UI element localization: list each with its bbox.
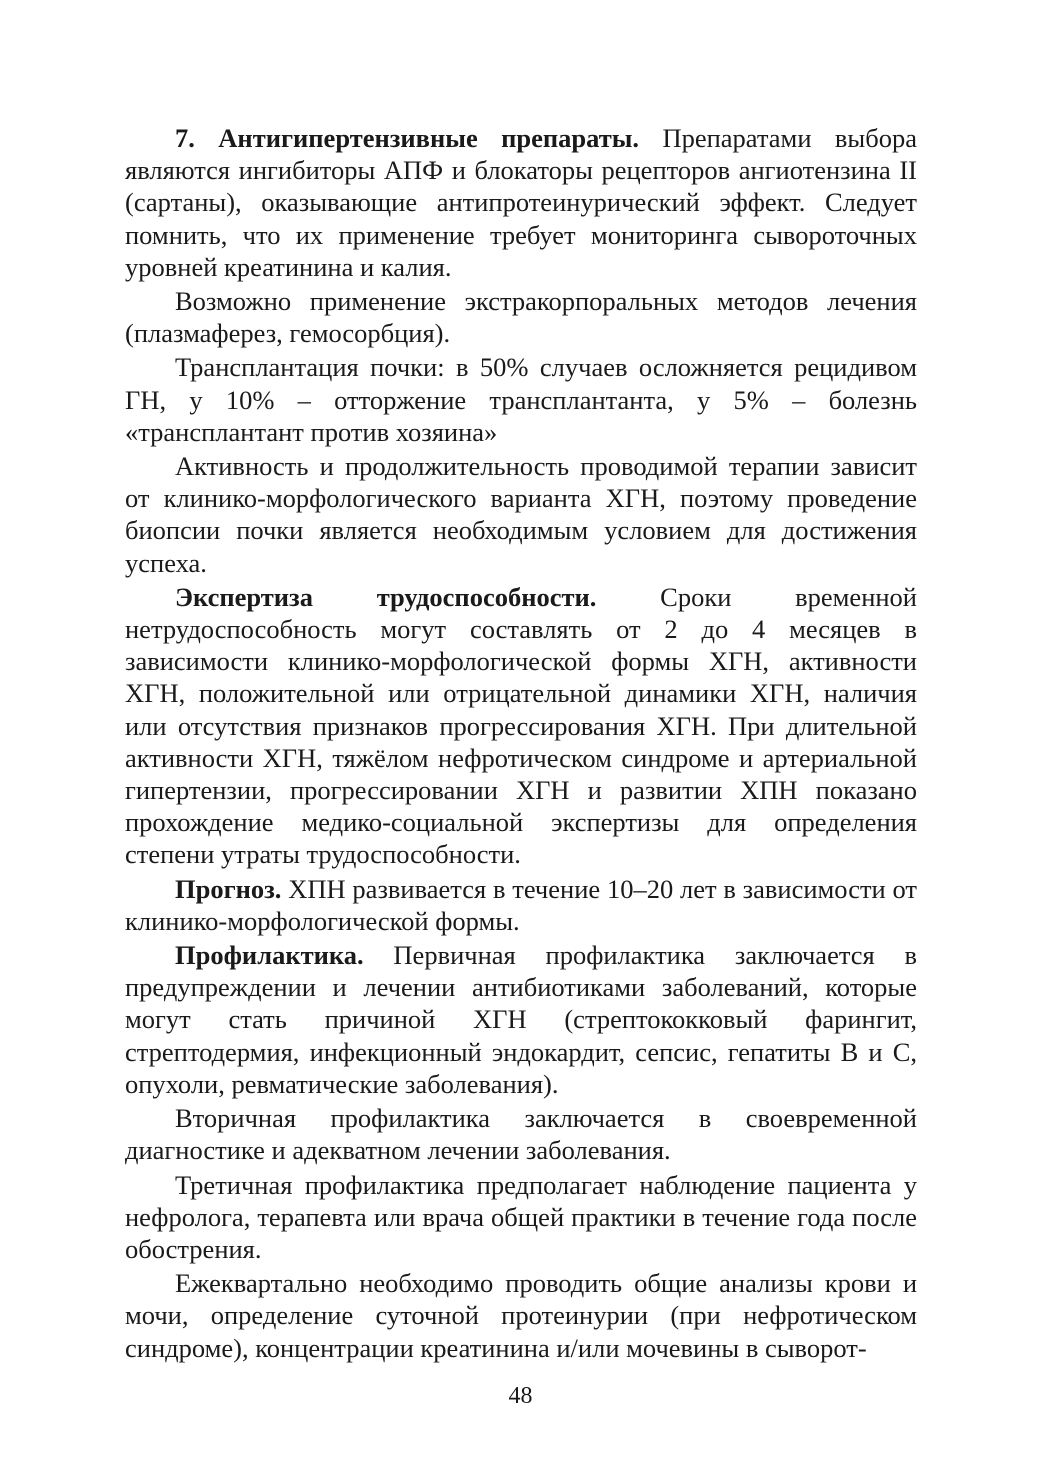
paragraph-text: Сроки временной нетрудоспособность могут составлять от 2 до 4 месяцев в зависимости клинико-морфологической формы ХГН, активности ХГН, положительной или отрицательной динамики ХГН, наличия или отсутствия признаков прогрессирования ХГН. При длительной активности ХГН, тяжёлом нефротическом синдроме и артериальной гипертензии, прогрессировании ХГН и развитии ХПН показано прохождение медико-социальной экспертизы для определения степени утраты трудоспособности.	[125, 581, 917, 870]
page-number: 48	[508, 1383, 533, 1409]
paragraph-lead: Прогноз.	[175, 873, 282, 904]
paragraph-therapy-activity	[125, 450, 917, 579]
paragraph-transplantation	[125, 351, 917, 448]
paragraph-text: Возможно применение экстракорпоральных методов лечения (плазмаферез, гемосорбция).	[125, 286, 917, 349]
paragraph-quarterly-tests	[125, 1267, 917, 1364]
paragraph-text: Трансплантация почки: в 50% случаев осложняется рецидивом ГН, у 10% – отторжение трансплантанта, у 5% – болезнь «трансплантант против хозяина»	[125, 352, 917, 447]
paragraph-tertiary-prevention	[125, 1169, 917, 1266]
paragraph-lead: Экспертиза трудоспособности.	[175, 581, 597, 612]
paragraph-prognosis	[125, 873, 917, 937]
page-body	[125, 122, 917, 1364]
paragraph-text: Препаратами выбора являются ингибиторы АПФ и блокаторы рецепторов ангиотензина II (сартаны), оказывающие антипротеинурический эффект. Следует помнить, что их применение требует мониторинга сывороточных уровней креатинина и калия.	[125, 123, 917, 282]
paragraph-extracorporeal	[125, 285, 917, 349]
paragraph-secondary-prevention	[125, 1102, 917, 1166]
paragraph-lead: Профилактика.	[175, 940, 364, 971]
paragraph-text: Активность и продолжительность проводимой терапии зависит от клинико-морфологического варианта ХГН, поэтому проведение биопсии почки является необходимым условием для достижения успеха.	[125, 451, 917, 578]
paragraph-text: Ежеквартально необходимо проводить общие анализы крови и мочи, определение суточной протеинурии (при нефротическом синдроме), концентрации креатинина и/или мочевины в сыворот-	[125, 1268, 917, 1363]
paragraph-antihypertensive	[125, 122, 917, 283]
paragraph-text: Третичная профилактика предполагает наблюдение пациента у нефролога, терапевта или врача общей практики в течение года после обострения.	[125, 1169, 917, 1264]
paragraph-text: Вторичная профилактика заключается в своевременной диагностике и адекватном лечении заболевания.	[125, 1103, 917, 1166]
paragraph-prevention	[125, 939, 917, 1100]
paragraph-work-capacity	[125, 581, 917, 871]
paragraph-text: ХПН развивается в течение 10–20 лет в зависимости от клинико-морфологической формы.	[125, 873, 917, 936]
paragraph-lead: 7. Антигипертензивные препараты.	[175, 123, 640, 153]
paragraph-text: Первичная профилактика заключается в предупреждении и лечении антибиотиками заболеваний, которые могут стать причиной ХГН (стрептококковый фарингит, стрептодермия, инфекционный эндокардит, сепсис, гепатиты В и С, опухоли, ревматические заболевания).	[125, 940, 917, 1099]
